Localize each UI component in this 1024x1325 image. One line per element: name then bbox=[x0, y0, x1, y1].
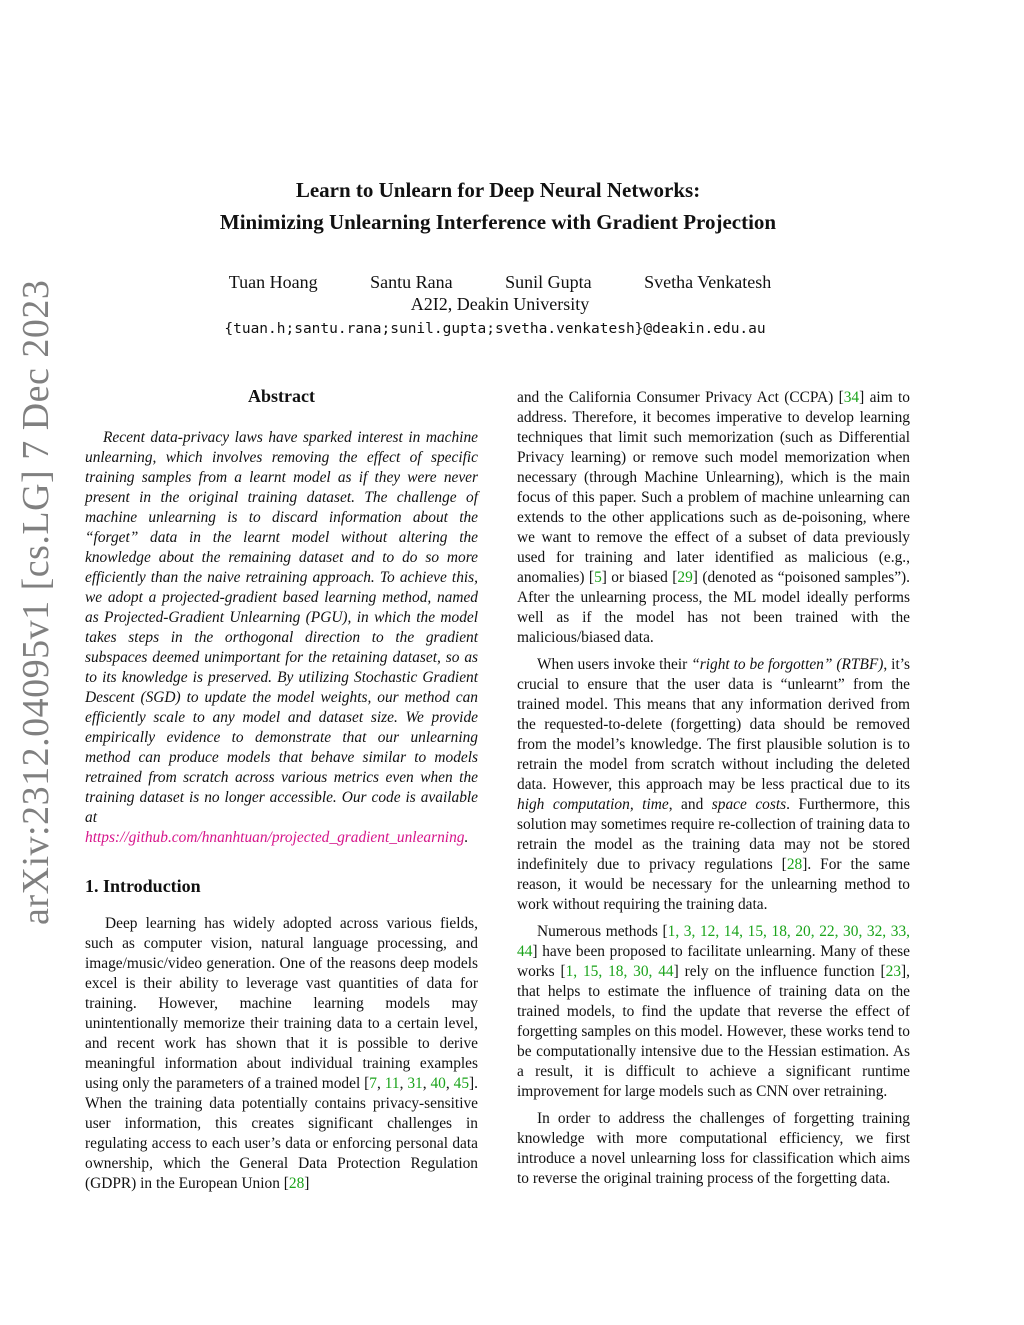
citation[interactable]: 23 bbox=[885, 963, 902, 980]
author-emails: {tuan.h;santu.rana;sunil.gupta;svetha.venkatesh}@deakin.edu.au bbox=[224, 321, 766, 337]
intro-paragraph-1: Deep learning has widely adopted across various fields, such as computer vision, natural language processing, and image/music/video generation. One of the reasons deep models excel is their ability to leverage vast quantities of data for training. However, machine learning models may unintentionally memorize their training data to a certain level, and recent work has shown that it is possible to derive meaningful information about individual training examples using only the parameters of a trained model [7, 11, 31, 40, 45]. When the training data potentially contains privacy-sensitive user information, this creates significant challenges in regulating access to each user’s data or enforcing personal data ownership, which the General Data Protection Regulation (GDPR) in the European Union [28] bbox=[85, 915, 479, 1192]
title-line-1: Learn to Unlearn for Deep Neural Networks: bbox=[295, 178, 701, 202]
citation[interactable]: 29 bbox=[677, 569, 693, 586]
citation[interactable]: 11 bbox=[384, 1075, 400, 1092]
abstract-heading: Abstract bbox=[248, 386, 315, 406]
paper-title bbox=[100, 174, 896, 238]
citation[interactable]: 34 bbox=[843, 389, 860, 406]
citation[interactable]: 28 bbox=[288, 1175, 305, 1192]
citation[interactable]: 5 bbox=[594, 569, 602, 586]
author: Svetha Venkatesh bbox=[644, 272, 772, 292]
citation[interactable]: 28 bbox=[786, 856, 803, 873]
author: Tuan Hoang bbox=[228, 272, 318, 292]
left-column bbox=[85, 386, 478, 1194]
intro-paragraph-5: In order to address the challenges of forgetting training knowledge with more computational efficiency, we first introduce a novel unlearning loss for classification which aims to reverse the original training process of the forgetting data. bbox=[517, 1110, 910, 1187]
right-column bbox=[517, 388, 910, 1189]
author: Santu Rana bbox=[370, 272, 453, 292]
citation[interactable]: 40 bbox=[430, 1075, 446, 1092]
section-heading-introduction: 1. Introduction bbox=[85, 876, 201, 896]
author-list bbox=[0, 270, 1000, 295]
code-link[interactable]: https://github.com/hnanhtuan/projected_gradient_unlearning bbox=[85, 829, 465, 846]
citation-group[interactable]: 1, 3, 12, 14, 15, 18, 20, 22, 30, 32, 33, 44 bbox=[517, 923, 910, 960]
citation[interactable]: 45 bbox=[453, 1075, 470, 1092]
title-line-2: Minimizing Unlearning Interference with Gradient Projection bbox=[219, 210, 777, 234]
author: Sunil Gupta bbox=[505, 272, 592, 292]
arxiv-stamp: arXiv:2312.04095v1 [cs.LG] 7 Dec 2023 bbox=[15, 279, 57, 925]
intro-paragraph-3: When users invoke their “right to be forgotten” (RTBF), it’s crucial to ensure that the user data is “unlearnt” from the trained model. This means that any information derived from the requested-to-delete (forgetting) data should be removed from the model’s knowledge. The first plausible solution is to retrain the model from scratch without including the deleted data. However, this approach may be less practical due to its high computation, time, and space costs. Furthermore, this solution may sometimes require re-collection of training data to retrain the model as the training data may not be stored indefinitely due to privacy regulations [28]. For the same reason, it would be necessary for the unlearning method to work without requiring the training data. bbox=[517, 656, 911, 913]
citation[interactable]: 7 bbox=[369, 1075, 377, 1092]
abstract-text: Recent data-privacy laws have sparked interest in machine unlearning, which involves removing the effect of specific training samples from a learnt model as if they were never present in the original training dataset. The challenge of machine unlearning is to discard information about the “forget” data in the learnt model without altering the knowledge about the remaining dataset and to do so more efficiently than the naive retraining approach. To achieve this, we adopt a projected-gradient based learning method, named as Projected-Gradient Unlearning (PGU), in which the model takes steps in the orthogonal direction to the gradient subspaces deemed unimportant for the retaining dataset, so as to its knowledge is preserved. By utilizing Stochastic Gradient Descent (SGD) to update the model weights, our method can efficiently scale to any model and dataset size. We provide empirically evidence to demonstrate that our unlearning method can produce models that behave similar to models retrained from scratch across various metrics even when the training dataset is no longer accessible. Our code is available at https://github.com/hnanhtuan/projected_gradient_unlearning. bbox=[85, 429, 478, 846]
affiliation: A2I2, Deakin University bbox=[410, 294, 590, 314]
intro-paragraph-4: Numerous methods [1, 3, 12, 14, 15, 18, 20, 22, 30, 32, 33, 44] have been proposed to facilitate unlearning. Many of these works [1, 15, 18, 30, 44] rely on the influence function [23], that helps to estimate the influence of training data on the trained models, to find the update that reverse the effect of forgetting samples on this model. However, these works tend to be computationally intensive due to the Hessian estimation. As a result, it is difficult to achieve a significant runtime improvement for large models such as CNN over retraining. bbox=[517, 923, 910, 1100]
citation[interactable]: 31 bbox=[407, 1075, 423, 1092]
citation-group[interactable]: 1, 15, 18, 30, 44 bbox=[565, 963, 674, 980]
intro-paragraph-2: and the California Consumer Privacy Act (CCPA) [34] aim to address. Therefore, it becomes imperative to develop learning techniques that limit such memorization (such as Differential Privacy learning) or remove such model memorization when necessary (through Machine Unlearning), which is the main focus of this paper. Such a problem of machine unlearning can extends to the other applications such as de-poisoning, where we want to remove the effect of a subset of data previously used for training and later identified as malicious (e.g., anomalies) [5] or biased [29] (denoted as “poisoned samples”). After the unlearning process, the ML model ideally performs well as if the model has not been trained with the malicious/biased data. bbox=[517, 389, 910, 646]
